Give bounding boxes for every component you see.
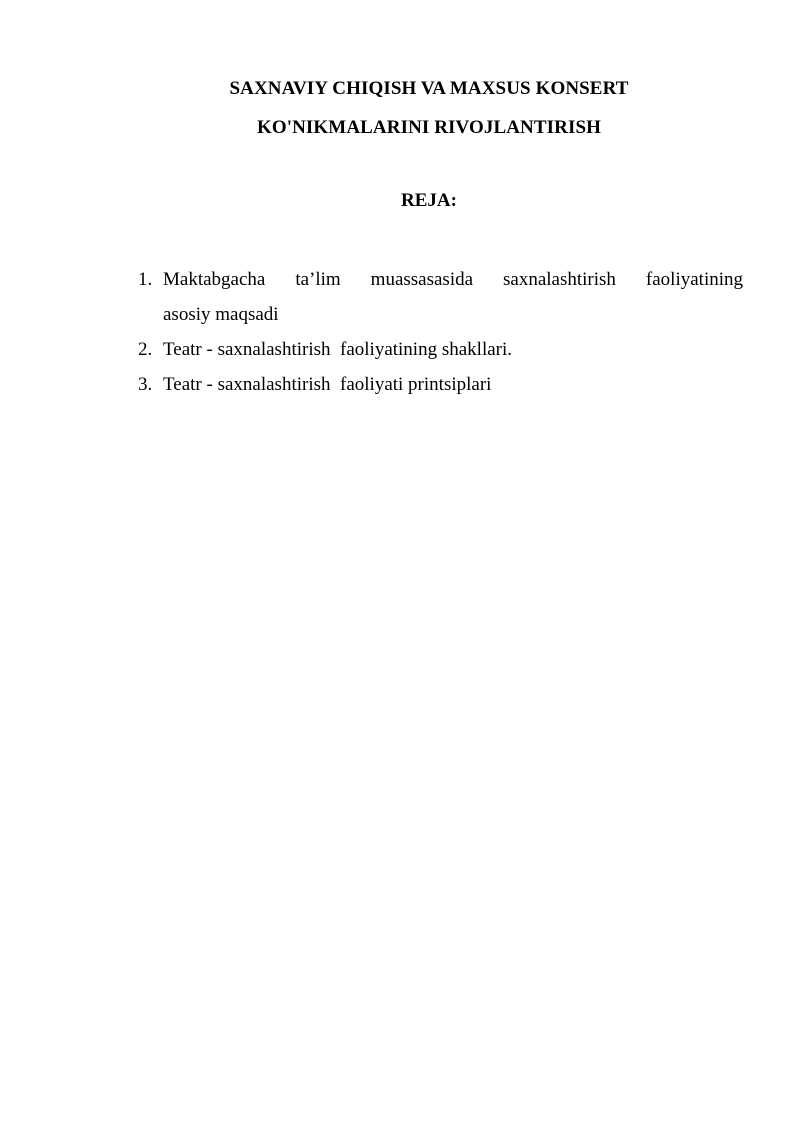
plan-item-text: Teatr - saxnalashtirish faoliyati printsiplari bbox=[163, 374, 492, 395]
document-title-line-1: SAXNAVIY CHIQISH VA MAXSUS KONSERT bbox=[229, 78, 629, 99]
plan-item-2 bbox=[138, 332, 743, 367]
plan-item-text: Teatr - saxnalashtirish faoliyatining shakllari. bbox=[163, 339, 513, 360]
plan-item-1 bbox=[138, 262, 743, 332]
plan-item-3 bbox=[138, 367, 743, 402]
plan-heading: REJA: bbox=[401, 190, 457, 211]
plan-item-number: 3. bbox=[138, 374, 153, 395]
plan-item-number: 2. bbox=[138, 339, 153, 360]
plan-item-text-line-2: asosiy maqsadi bbox=[163, 304, 279, 325]
document-title-line-2: KO'NIKMALARINI RIVOJLANTIRISH bbox=[256, 117, 602, 138]
plan-item-number: 1. bbox=[138, 269, 153, 290]
plan-list bbox=[138, 262, 743, 402]
plan-item-text-line-1: Maktabgacha ta’lim muassasasida saxnalashtirish faoliyatining bbox=[163, 269, 743, 290]
